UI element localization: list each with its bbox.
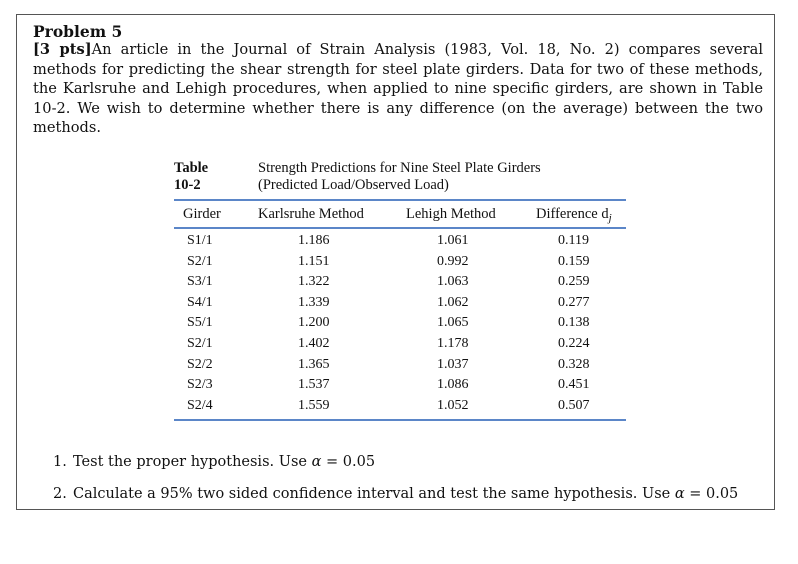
- alpha-symbol: α: [311, 454, 322, 470]
- problem-title: Problem 5: [33, 22, 123, 41]
- table-top-rule: [174, 199, 626, 201]
- question-number: 1.: [53, 454, 67, 470]
- difference-cell: 0.507: [558, 397, 590, 413]
- girder-cell: S2/4: [187, 397, 213, 413]
- karlsruhe-cell: 1.200: [298, 315, 330, 331]
- question-value: = 0.05: [684, 486, 739, 502]
- lehigh-cell: 1.061: [437, 233, 469, 248]
- header-lehigh: Lehigh Method: [406, 206, 496, 222]
- difference-cell: 0.277: [558, 294, 590, 310]
- lehigh-cell: 1.178: [437, 335, 469, 351]
- header-difference-label: Difference d: [536, 206, 609, 222]
- question-text: Test the proper hypothesis. Use: [73, 454, 312, 470]
- question-number: 2.: [53, 486, 67, 502]
- lehigh-cell: 1.086: [437, 377, 469, 393]
- karlsruhe-column: [298, 231, 330, 416]
- karlsruhe-cell: 1.365: [298, 356, 330, 372]
- difference-cell: 0.328: [558, 356, 590, 372]
- girder-cell: S2/1: [187, 253, 213, 269]
- question-text: Calculate a 95% two sided confidence interval and test the same hypothesis. Use: [73, 486, 675, 502]
- karlsruhe-cell: 1.537: [298, 377, 330, 393]
- girder-cell: S5/1: [187, 315, 213, 331]
- problem-intro: [33, 40, 763, 138]
- difference-cell: 0.451: [558, 377, 590, 393]
- karlsruhe-cell: 1.151: [298, 253, 330, 269]
- lehigh-cell: 1.052: [437, 397, 469, 413]
- karlsruhe-cell: 1.339: [298, 294, 330, 310]
- question-2: [53, 486, 738, 502]
- karlsruhe-cell: 1.322: [298, 274, 330, 290]
- karlsruhe-cell: 1.402: [298, 335, 330, 351]
- girder-column: [187, 231, 213, 416]
- header-karlsruhe: Karlsruhe Method: [258, 206, 364, 222]
- table-label: Table 10-2: [174, 160, 209, 193]
- table-subtitle: (Predicted Load/Observed Load): [258, 177, 449, 193]
- girder-cell: S3/1: [187, 274, 213, 290]
- lehigh-cell: 1.037: [437, 356, 469, 372]
- difference-cell: 0.159: [558, 253, 590, 269]
- header-girder: Girder: [183, 206, 221, 222]
- difference-cell: 0.138: [558, 315, 590, 331]
- question-1: [53, 454, 375, 470]
- karlsruhe-cell: 1.186: [298, 233, 330, 248]
- girder-cell: S1/1: [187, 233, 213, 248]
- table-title: Strength Predictions for Nine Steel Plate Girders: [258, 160, 541, 176]
- header-difference: [536, 206, 612, 224]
- girder-cell: S2/3: [187, 377, 213, 393]
- lehigh-column: [437, 231, 469, 416]
- table-header-rule: [174, 227, 626, 229]
- lehigh-cell: 1.062: [437, 294, 469, 310]
- lehigh-cell: 0.992: [437, 253, 469, 269]
- lehigh-cell: 1.065: [437, 315, 469, 331]
- table-bottom-rule: [174, 419, 626, 421]
- header-difference-subscript: j: [608, 212, 612, 224]
- girder-cell: S2/1: [187, 335, 213, 351]
- question-value: = 0.05: [321, 454, 376, 470]
- problem-text: An article in the Journal of Strain Analysis (1983, Vol. 18, No. 2) compares several methods for predicting the shear strength for steel plate girders. Data for two of these methods, the Karlsruhe and Lehigh procedures, when applied to nine specific girders, are shown in Table 10-2. We wish to determine whether there is any difference (on the average) between the two methods.: [33, 41, 763, 136]
- girder-cell: S2/2: [187, 356, 213, 372]
- difference-cell: 0.259: [558, 274, 590, 290]
- karlsruhe-cell: 1.559: [298, 397, 330, 413]
- difference-column: [558, 231, 590, 416]
- lehigh-cell: 1.063: [437, 274, 469, 290]
- alpha-symbol: α: [674, 486, 685, 502]
- girder-cell: S4/1: [187, 294, 213, 310]
- difference-cell: 0.224: [558, 335, 590, 351]
- difference-cell: 0.119: [558, 233, 589, 248]
- points-label: [3 pts]: [33, 41, 92, 58]
